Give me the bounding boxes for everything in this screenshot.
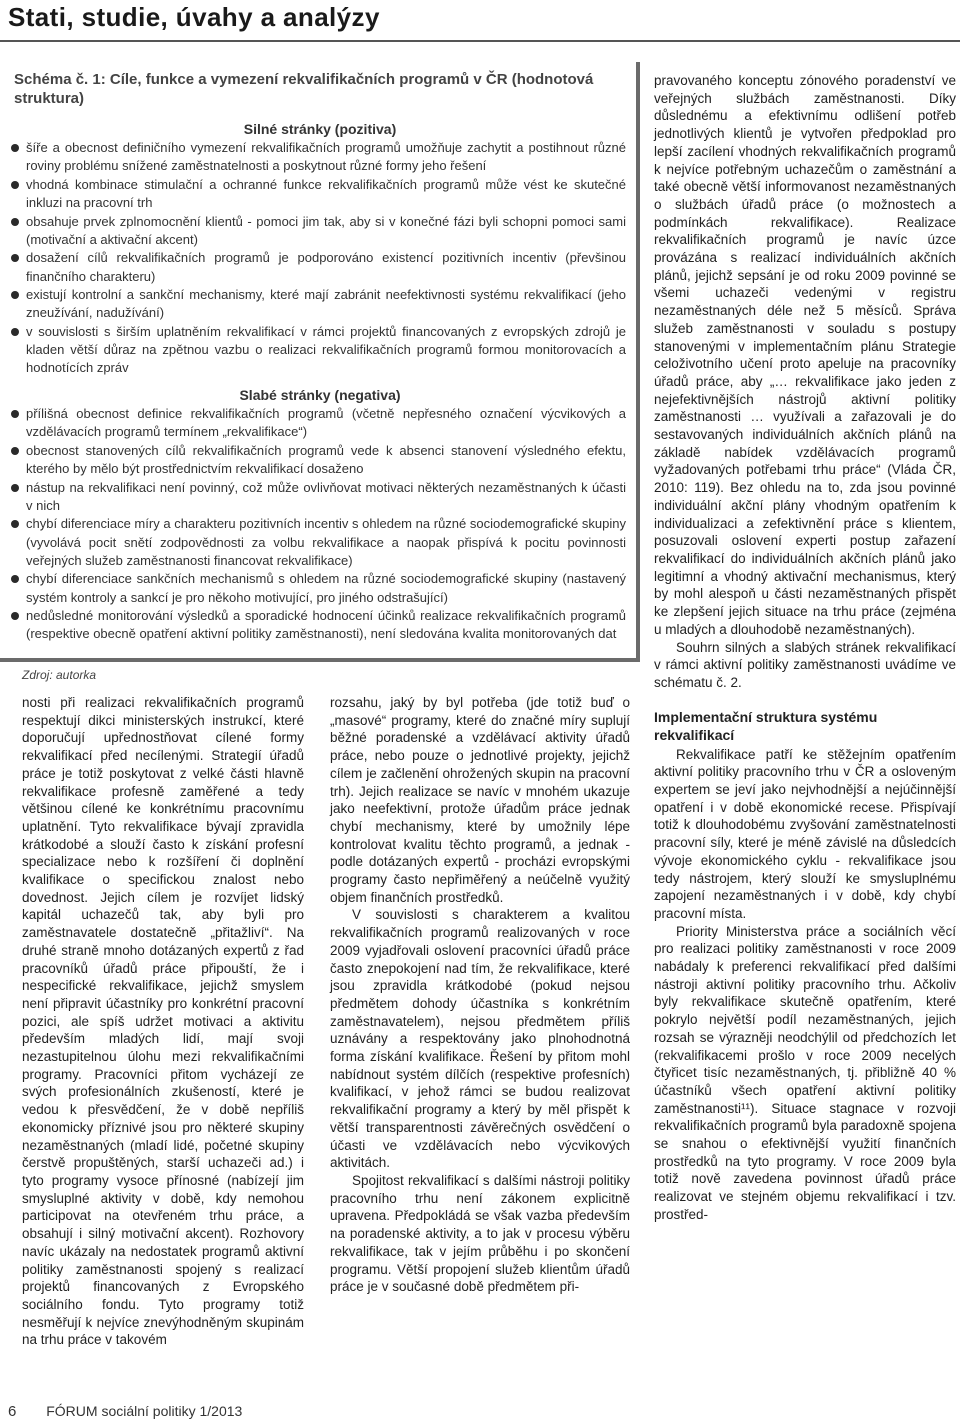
paragraph: Rekvalifikace patří ke stěžejním opatřením aktivní politiky pracovního trhu v ČR a osloveným expertem se jeví jako nejvhodnější a nejúčinnější opatření i v době ekonomické recese. Přispívají totiž k dlouhodobému zvyšování zaměstnatelnosti pracovní síly, které je méně závislé na důsledcích vývoje ekonomického cyklu - rekvalifikace jsou tedy nástrojem, který slouží ke smysluplnému zapojení nezaměstnaných i v době, kdy chybí pracovní místa.	[654, 746, 956, 921]
list-item: obecnost stanovených cílů rekvalifikačních programů vede k absenci stanovení výsledného efektu, kterého by mělo být prostřednictvím rekvalifikací dosaženo	[10, 442, 626, 478]
bullet-icon	[11, 328, 19, 336]
header-rule	[0, 40, 960, 42]
list-item: obsahuje prvek zplnomocnění klientů - pomoci jim tak, aby si v konečné fázi byli schopni pomoci sami (motivační a aktivační akcent)	[10, 213, 626, 249]
weaknesses-list	[10, 405, 626, 644]
bullet-icon	[11, 291, 19, 299]
list-item: chybí diferenciace sankčních mechanismů s ohledem na různé sociodemografické skupiny (nastavený systém kontroly a sankcí je pro někoho motivující, pro jiného odstrašující)	[10, 570, 626, 606]
strengths-heading: Silné stránky (pozitiva)	[243, 121, 397, 137]
bullet-icon	[11, 254, 19, 262]
bullet-icon	[11, 218, 19, 226]
bullet-icon	[11, 144, 19, 152]
list-item: šíře a obecnost definičního vymezení rekvalifikačních programů umožňuje zachytit a postihnout různé roviny problému snížené zaměstnatelnosti a poskytnout různé formy jeho řešení	[10, 139, 626, 175]
schema-source: Zdroj: autorka	[22, 668, 97, 682]
list-item: dosažení cílů rekvalifikačních programů je podporováno existencí pozitivních incentiv (převšinou finančního charakteru)	[10, 249, 626, 285]
bullet-icon	[11, 575, 19, 583]
list-item: vhodná kombinace stimulační a ochranné funkce rekvalifikačních programů může vést ke skutečné inkluzi na pracovní trh	[10, 176, 626, 212]
text-column-right	[654, 72, 956, 1224]
bullet-icon	[11, 447, 19, 455]
page-footer	[8, 1402, 408, 1421]
bullet-icon	[11, 612, 19, 620]
paragraph: nosti při realizaci rekvalifikačních programů respektují dikci ministerských instrukcí, které doporučují upřednostňovat cílené formy rekvalifikací před necílenými. Strategií úřadů práce je totiž poskytovat z velké části hlavně rekvalifikace profesně zaměřené a tedy většinou cílené ke konkrétnímu pracovnímu uplatnění. Tyto rekvalifikace bývají zpravidla krátkodobé a slouží často k získání profesní specializace nebo k rozšíření či doplnění kvalifikace o specifickou znalost nebo dovednost. Jejich cílem je rozvíjet lidský kapitál uchazečů tak, aby byli pro zaměstnavatele dostatečně „přitažliví“. Na druhé straně mnoho dotázaných expertů z řad pracovníků úřadů práce připouští, že i nespecifické rekvalifikace, jejichž smyslem není připravit účastníky pro konkrétní pracovní pozici, ale spíš udržet motivaci a aktivitu především mladých lidí, mají svoji nezastupitelnou úlohu mezi rekvalifikačními programy. Pracovníci přitom vycházejí ze svých profesionálních zkušeností, které je vedou k přesvědčení, že v době nepříliš ekonomicky příznivé jsou pro některé skupiny nezaměstnaných (mladí lidé, početné skupiny čerstvě propuštěných, starší uchazeči ad.) i tyto programy vysoce přínosné (nabízejí jim smysluplné aktivity v době, kdy nemohou participovat na otevřeném trhu práce, a obsahují i silný motivační akcent). Rozhovory navíc ukázaly na nedostatek programů aktivní politiky zaměstnanosti spojený s realizací projektů financovaných z Evropského sociálního fondu. Tyto programy totiž nesměřují k nejvíce znevýhodněným skupinám na trhu práce v takovém	[22, 695, 304, 1348]
bullet-icon	[11, 520, 19, 528]
paragraph: Priority Ministerstva práce a sociálních věcí pro realizaci politiky zaměstnanosti v roce 2009 nabádaly k preferenci rekvalifikací před dalšími nástroji aktivní politiky pracovního trhu. Ačkoliv byly rekvalifikace skutečně opatřením, které pokrylo největší podíl nezaměstnaných, jejich rozsah se výrazněji neodchýlil od předchozích let (rekvalifikacemi prošlo v roce 2009 necelých čtyřicet tisíc nezaměstnaných, tj. přibližně 40 % účastníků všech opatření aktivní politiky zaměstnanosti¹¹). Situace stagnace v rozvoji rekvalifikačních programů byla paradoxně spojena se snahou o efektivnější využití finančních prostředků na tyto programy. V roce 2009 byla totiž nově zavedena povinnost úřadů práce realizovat ve stejném objemu rekvalifikací i tzv. prostřed-	[654, 923, 956, 1222]
paragraph: Souhrn silných a slabých stránek rekvalifikací v rámci aktivní politiky zaměstnanosti uvádíme ve schématu č. 2.	[654, 639, 956, 690]
list-item: přílišná obecnost definice rekvalifikačních programů (včetně nepřesného označení výcvikových a vzdělávacích programů termínem „rekvalifikace“)	[10, 405, 626, 441]
section-title: Stati, studie, úvahy a analýzy	[8, 2, 380, 32]
schema-title: Schéma č. 1: Cíle, funkce a vymezení rekvalifikačních programů v ČR (hodnotová struktura)	[14, 71, 594, 107]
text-column-middle	[330, 694, 630, 1296]
list-item: chybí diferenciace míry a charakteru pozitivních incentiv s ohledem na různé sociodemografické skupiny (vyvolává pocit snětí zodpovědnosti za volbu rekvalifikace a naopak přispívá k pocitu povinnosti veřejných služeb zaměstnanosti financovat rekvalifikace)	[10, 515, 626, 570]
paragraph: rozsahu, jaký by byl potřeba (jde totiž buď o „masové“ programy, které do značné míry suplují běžné poradenské a vzdělávací aktivity úřadů práce, nebo pouze o jednotlivé projekty, jejichž cílem je začlenění ohrožených skupin na pracovní trh). Jejich realizace se navíc v mnohém ukazuje jako neefektivní, protože úřadům práce jednak chybí mechanismy, které by umožnily lépe kontrolovat kvalitu těchto programů, a jednak - podle dotázaných expertů - procházi evropskými programy často nepřiměřený a neúčelně využitý objem finančních prostředků.	[330, 695, 630, 905]
strengths-list	[10, 139, 626, 378]
paragraph: V souvislosti s charakterem a kvalitou rekvalifikačních programů realizovaných v roce 2009 vyjadřovali oslovení pracovníci úřadů práce často znepokojení nad tím, že rekvalifikace, které jsou zpravidla krátkodobé (pokud nejsou předmětem dohody účastníka s konkrétním zaměstnavatelem), nejsou předmětem příliš uznávány a respektovány jako plnohodnotná forma získání kvalifikace. Řešení by přitom mohl nabídnout systém dílčích (respektive profesních) kvalifikací, v jehož rámci se budou realizovat rekvalifikační programy a který by měl přispět k větší transparentnosti závěrečných osvědčení o účasti ve vzdělávacích nebo výcvikových aktivitách.	[330, 907, 630, 1171]
list-item: nástup na rekvalifikaci není povinný, což může ovlivňovat motivaci některých nezaměstnaných k účasti v nich	[10, 479, 626, 515]
list-item: nedůsledné monitorování výsledků a sporadické hodnocení účinků realizace rekvalifikačních programů (respektive obecně opatření aktivní politiky zaměstnanosti), není sledována kvalita monitorovaných dat	[10, 607, 626, 643]
journal-name: FÓRUM sociální politiky 1/2013	[46, 1403, 243, 1419]
weaknesses-heading: Slabé stránky (negativa)	[239, 387, 401, 403]
bullet-icon	[11, 484, 19, 492]
text-column-left	[22, 694, 304, 1349]
subsection-heading: Implementační struktura systému rekvalifikací	[654, 708, 878, 743]
bullet-icon	[11, 181, 19, 189]
page-number: 6	[8, 1403, 17, 1420]
bullet-icon	[11, 410, 19, 418]
paragraph: pravovaného konceptu zónového poradenství ve veřejných službách zaměstnanosti. Díky důslednému a efektivnímu odlišení potřeb jednotlivých klientů je vytvořen předpoklad pro lepší zacílení vhodných rekvalifikačních programů k nejvíce potřebným uchazečům o zaměstnání a také obecně větší informovanost nezaměstnaných o službách úřadů práce (o možnostech a podmínkách rekvalifikace). Realizace rekvalifikačních programů je navíc úzce provázána s realizací individuálních akčních plánů, jejichž sepsání je od roku 2009 povinné se všemi uchazeči vedenými v registru nezaměstnaných déle než 5 měsíců. Správa služeb zaměstnanosti v souladu s postupy stanovenými v implementačním plánu Strategie celoživotního učení proto apeluje na pracovníky úřadů práce, aby „… rekvalifikace jako jeden z nejefektivnějších nástrojů aktivní politiky zaměstnanosti … využívali a zařazovali je do sestavovaných individuálních akčních plánů na základě nabídek vzdělávacích programů vyžadovaných potřebami trhu práce“ (Vláda ČR, 2010: 119). Bez ohledu na to, zda jsou povinné individuální akční plány vhodným opatřením k individualizaci a zefektivnění práce s klientem, posuzovali oslovení experti postup zařazení rekvalifikací do individuálních akčních plánů jako legitimní a vhodný aktivační mechanismus, který by mohl alespoň u části nezaměstnaných přispět ke zlepšení jejich situace na trhu práce (zejména u mladých a dlouhodobě nezaměstnaných).	[654, 73, 956, 637]
list-item: existují kontrolní a sankční mechanismy, které mají zabránit neefektivnosti systému rekvalifikací (jeho zneužívání, nadužívání)	[10, 286, 626, 322]
list-item: v souvislosti s širším uplatněním rekvalifikací v rámci projektů financovaných z evropských zdrojů je kladen větší důraz na zpětnou vazbu o realizaci rekvalifikačních programů formou monitorovacích a hodnotících zpráv	[10, 323, 626, 378]
paragraph: Spojitost rekvalifikací s dalšími nástroji politiky pracovního trhu není zákonem explicitně upravena. Předpokládá se však vazba především na poradenské aktivity, a to jak v procesu výběru rekvalifikace, tak v jejím průběhu i po skončení programu. Větší propojení služeb klientům úřadů práce je v současné době předmětem při-	[330, 1172, 630, 1295]
